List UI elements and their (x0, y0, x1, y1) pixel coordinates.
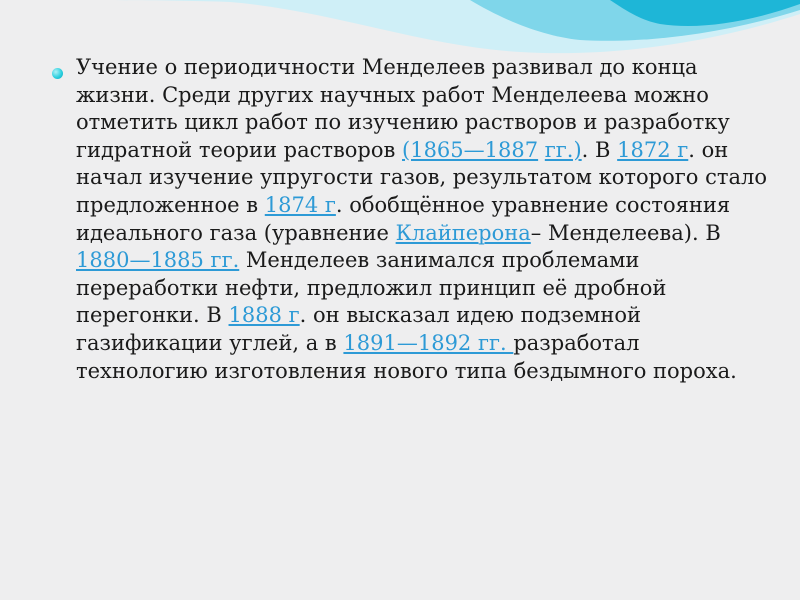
text-segment (538, 138, 545, 162)
link-years-1865-1887[interactable]: (1865—1887 (402, 137, 539, 162)
bullet-icon (52, 68, 63, 79)
body-paragraph (76, 54, 776, 385)
text-segment: разработал технологию изготовления нового типа бездымного пороха. (76, 330, 737, 383)
text-segment: – Менделеева). В (530, 220, 721, 245)
link-years-abbr[interactable]: гг.) (544, 137, 582, 162)
text-segment: . он высказал идею подземной газификации углей, а в (76, 303, 641, 355)
link-year-1872[interactable]: 1872 г (617, 137, 689, 162)
text-segment: . он начал изучение упругости газов, результатом которого стало предложенное в (76, 137, 767, 217)
link-years-1880-1885[interactable]: 1880—1885 гг. (76, 248, 240, 273)
link-year-1888[interactable]: 1888 г (228, 303, 300, 328)
link-clapeyron[interactable]: Клайперона (395, 220, 531, 245)
text-segment: . обобщённое уравнение состояния идеального газа (уравнение (76, 192, 731, 245)
link-years-1891-1892[interactable]: 1891—1892 гг. (343, 330, 514, 355)
text-segment: Учение о периодичности Менделеев развивал до конца жизни. Среди других научных работ Менделеева можно отметить цикл работ по изучению растворов и разработку гидратной теории растворов (76, 55, 730, 162)
text-segment: . В (581, 137, 618, 162)
link-year-1874[interactable]: 1874 г (264, 192, 336, 217)
text-segment: Менделеев занимался проблемами переработки нефти, предложил принцип её дробной перегонки. В (76, 248, 667, 328)
